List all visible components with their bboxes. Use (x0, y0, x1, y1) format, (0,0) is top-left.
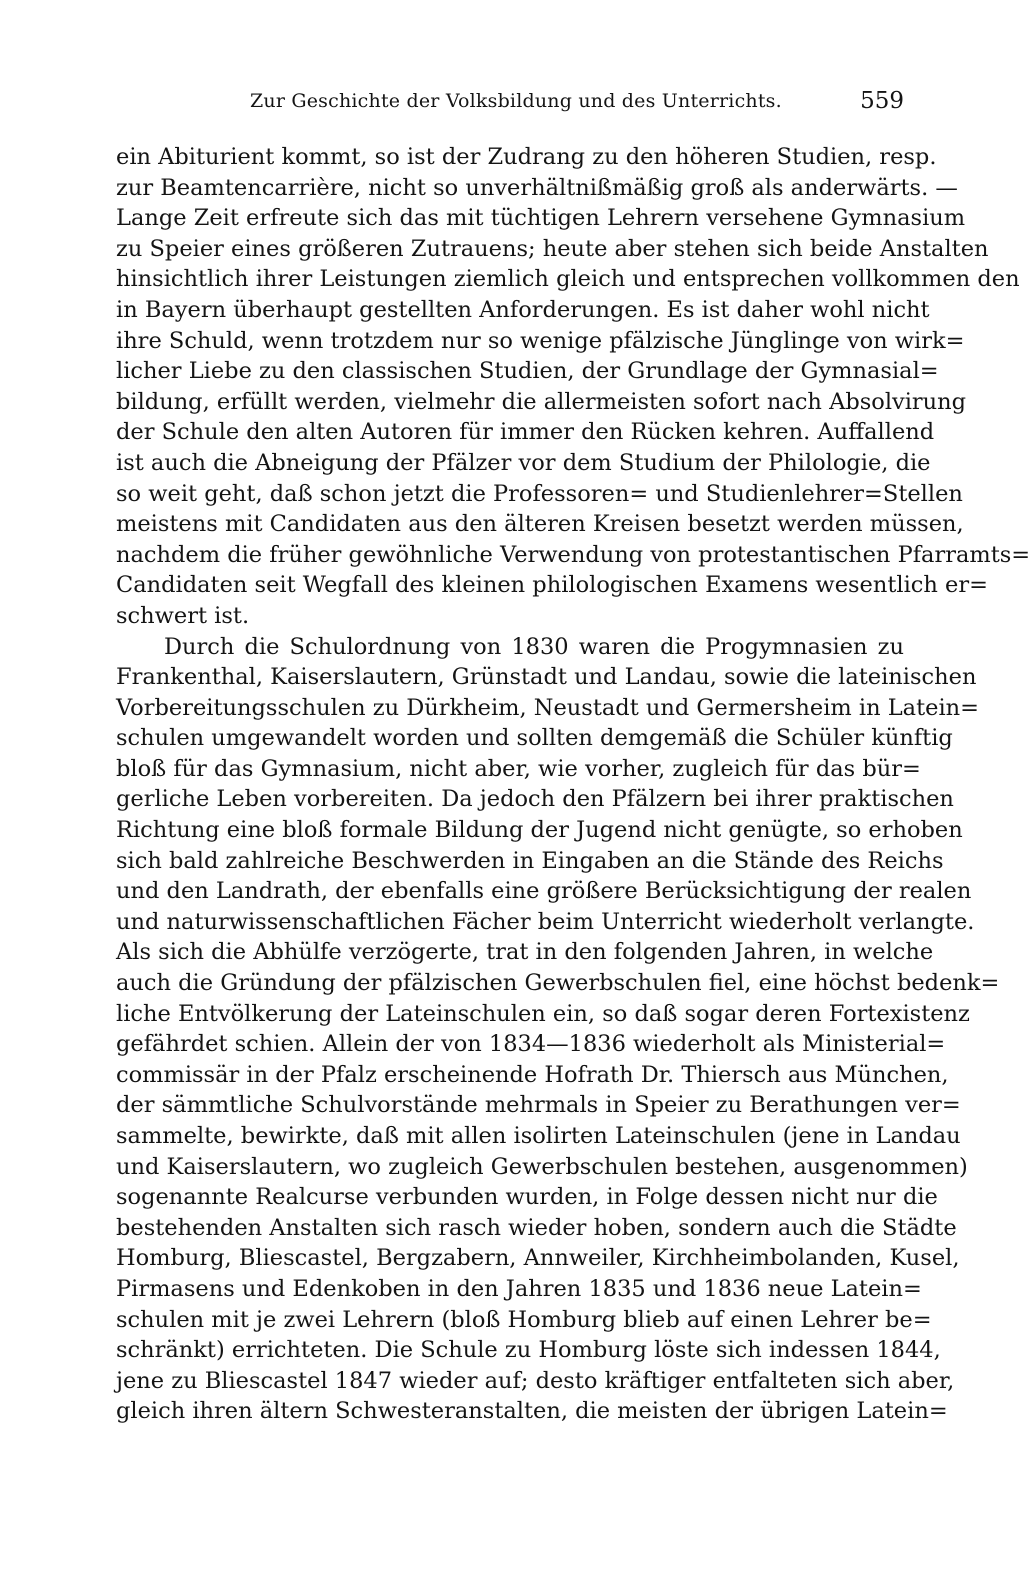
page-number: 559 (860, 88, 904, 114)
text-line: so weit geht, daß schon jetzt die Professoren= und Studienlehrer=Stellen (116, 480, 963, 507)
text-line: hinsichtlich ihrer Leistungen ziemlich gleich und entsprechen vollkommen den (116, 266, 1020, 293)
text-line: ist auch die Abneigung der Pfälzer vor dem Studium der Philologie, die (116, 449, 931, 476)
text-line: bestehenden Anstalten sich rasch wieder hoben, sondern auch die Städte (116, 1214, 957, 1241)
text-line: meistens mit Candidaten aus den älteren Kreisen besetzt werden müssen, (116, 511, 964, 538)
text-line: Homburg, Bliescastel, Bergzabern, Annweiler, Kirchheimbolanden, Kusel, (116, 1245, 960, 1272)
text-line: Lange Zeit erfreute sich das mit tüchtigen Lehrern versehene Gymnasium (116, 205, 966, 232)
text-line: ein Abiturient kommt, so ist der Zudrang zu den höheren Studien, resp. (116, 144, 937, 170)
text-line: bildung, erfüllt werden, vielmehr die allermeisten sofort nach Absolvirung (116, 388, 967, 415)
text-line: auch die Gründung der pfälzischen Gewerbschulen fiel, eine höchst bedenk= (116, 970, 1000, 997)
text-line: und den Landrath, der ebenfalls eine größere Berücksichtigung der realen (116, 878, 972, 905)
running-head: Zur Geschichte der Volksbildung und des Unterrichts. (250, 90, 782, 112)
text-line: schulen umgewandelt worden und sollten demgemäß die Schüler künftig (116, 725, 953, 752)
text-line: und naturwissenschaftlichen Fächer beim Unterricht wiederholt verlangte. (116, 908, 975, 935)
text-line: schränkt) errichteten. Die Schule zu Homburg löste sich indessen 1844, (116, 1337, 941, 1364)
text-line: liche Entvölkerung der Lateinschulen ein, so daß sogar deren Fortexistenz (116, 1000, 970, 1027)
text-line: Vorbereitungsschulen zu Dürkheim, Neustadt und Germersheim in Latein= (116, 694, 979, 721)
text-line: gleich ihren ältern Schwesteranstalten, die meisten der übrigen Latein= (116, 1398, 948, 1425)
text-line: sich bald zahlreiche Beschwerden in Eingaben an die Stände des Reichs (116, 847, 944, 874)
paragraph-start-line: Durch die Schulordnung von 1830 waren die Progymnasien zu (164, 633, 904, 660)
text-line: nachdem die früher gewöhnliche Verwendung von protestantischen Pfarramts= (116, 541, 1030, 568)
text-line: gefährdet schien. Allein der von 1834—1836 wiederholt als Ministerial= (116, 1031, 946, 1058)
text-line: bloß für das Gymnasium, nicht aber, wie vorher, zugleich für das bür= (116, 755, 921, 782)
text-line: der Schule den alten Autoren für immer den Rücken kehren. Auffallend (116, 419, 935, 446)
text-line: gerliche Leben vorbereiten. Da jedoch den Pfälzern bei ihrer praktischen (116, 786, 954, 813)
text-line: Als sich die Abhülfe verzögerte, trat in den folgenden Jahren, in welche (116, 939, 934, 966)
text-line: in Bayern überhaupt gestellten Anforderungen. Es ist daher wohl nicht (116, 296, 930, 323)
text-line: sogenannte Realcurse verbunden wurden, in Folge dessen nicht nur die (116, 1184, 938, 1211)
text-line: Richtung eine bloß formale Bildung der Jugend nicht genügte, so erhoben (116, 817, 963, 844)
body-text (116, 142, 1030, 1427)
text-line: licher Liebe zu den classischen Studien, der Grundlage der Gymnasial= (116, 358, 939, 385)
text-line: zu Speier eines größeren Zutrauens; heute aber stehen sich beide Anstalten (116, 235, 989, 262)
text-line: Pirmasens und Edenkoben in den Jahren 1835 und 1836 neue Latein= (116, 1275, 922, 1302)
text-line: commissär in der Pfalz erscheinende Hofrath Dr. Thiersch aus München, (116, 1061, 949, 1088)
text-line: zur Beamtencarrière, nicht so unverhältnißmäßig groß als anderwärts. — (116, 174, 958, 201)
text-line: sammelte, bewirkte, daß mit allen isolirten Lateinschulen (jene in Landau (116, 1123, 961, 1149)
text-line: Frankenthal, Kaiserslautern, Grünstadt und Landau, sowie die lateinischen (116, 664, 977, 691)
text-line: der sämmtliche Schulvorstände mehrmals in Speier zu Berathungen ver= (116, 1092, 961, 1119)
text-line: schulen mit je zwei Lehrern (bloß Homburg blieb auf einen Lehrer be= (116, 1306, 932, 1333)
text-line: ihre Schuld, wenn trotzdem nur so wenige pfälzische Jünglinge von wirk= (116, 327, 965, 354)
text-line: jene zu Bliescastel 1847 wieder auf; desto kräftiger entfalteten sich aber, (116, 1367, 955, 1394)
text-line: Candidaten seit Wegfall des kleinen philologischen Examens wesentlich er= (116, 572, 988, 599)
paragraph-end-line: schwert ist. (116, 602, 250, 629)
text-line: und Kaiserslautern, wo zugleich Gewerbschulen bestehen, ausgenommen) (116, 1153, 968, 1180)
